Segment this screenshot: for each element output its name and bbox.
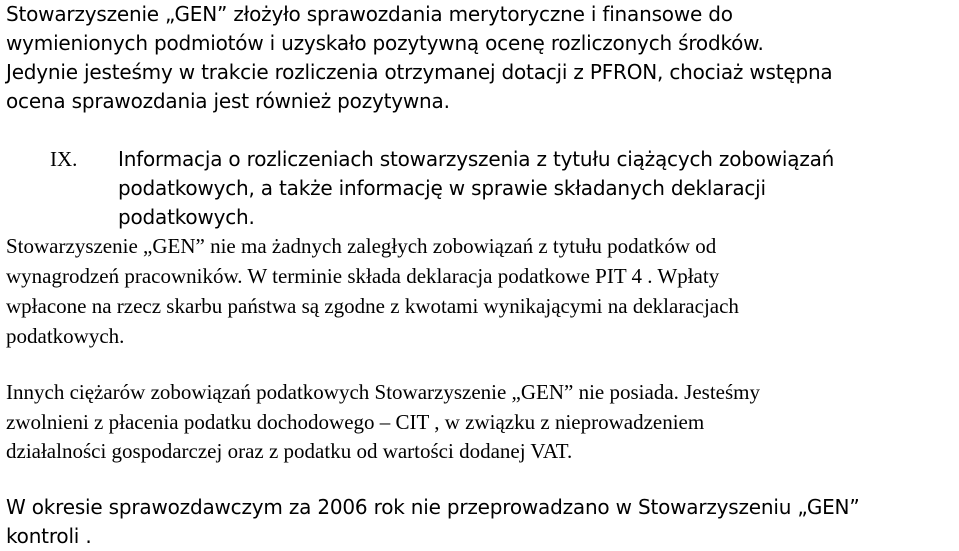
- closing-line-1: W okresie sprawozdawczym za 2006 rok nie przeprowadzano w Stowarzyszeniu „GEN”: [6, 495, 860, 519]
- paragraph1-line-2: wynagrodzeń pracowników. W terminie składa deklaracja podatkowe PIT 4 . Wpłaty: [6, 264, 720, 288]
- closing-line-2: kontroli .: [6, 524, 92, 548]
- section-title-line-2: podatkowych, a także informację w sprawie składanych deklaracji: [118, 176, 766, 200]
- section-title-line-3: podatkowych.: [118, 205, 255, 229]
- intro-line-1: Stowarzyszenie „GEN” złożyło sprawozdania merytoryczne i finansowe do: [6, 2, 733, 26]
- intro-line-3: Jedynie jesteśmy w trakcie rozliczenia otrzymanej dotacji z PFRON, chociaż wstępna: [6, 60, 833, 84]
- paragraph1-line-4: podatkowych.: [6, 324, 125, 348]
- intro-line-4: ocena sprawozdania jest również pozytywna.: [6, 89, 450, 113]
- section-title-line-1: Informacja o rozliczeniach stowarzyszenia z tytułu ciążących zobowiązań: [118, 147, 835, 171]
- paragraph2-line-3: działalności gospodarczej oraz z podatku od wartości dodanej VAT.: [6, 439, 573, 463]
- paragraph1-line-1: Stowarzyszenie „GEN” nie ma żadnych zaległych zobowiązań z tytułu podatków od: [6, 234, 717, 258]
- paragraph2-line-2: zwolnieni z płacenia podatku dochodowego – CIT , w związku z nieprowadzeniem: [6, 410, 705, 434]
- paragraph2-line-1: Innych ciężarów zobowiązań podatkowych Stowarzyszenie „GEN” nie posiada. Jesteśmy: [6, 380, 760, 404]
- intro-line-2: wymienionych podmiotów i uzyskało pozytywną ocenę rozliczonych środków.: [6, 31, 764, 55]
- section-number: IX.: [50, 147, 78, 171]
- paragraph1-line-3: wpłacone na rzecz skarbu państwa są zgodne z kwotami wynikającymi na deklaracjach: [6, 294, 739, 318]
